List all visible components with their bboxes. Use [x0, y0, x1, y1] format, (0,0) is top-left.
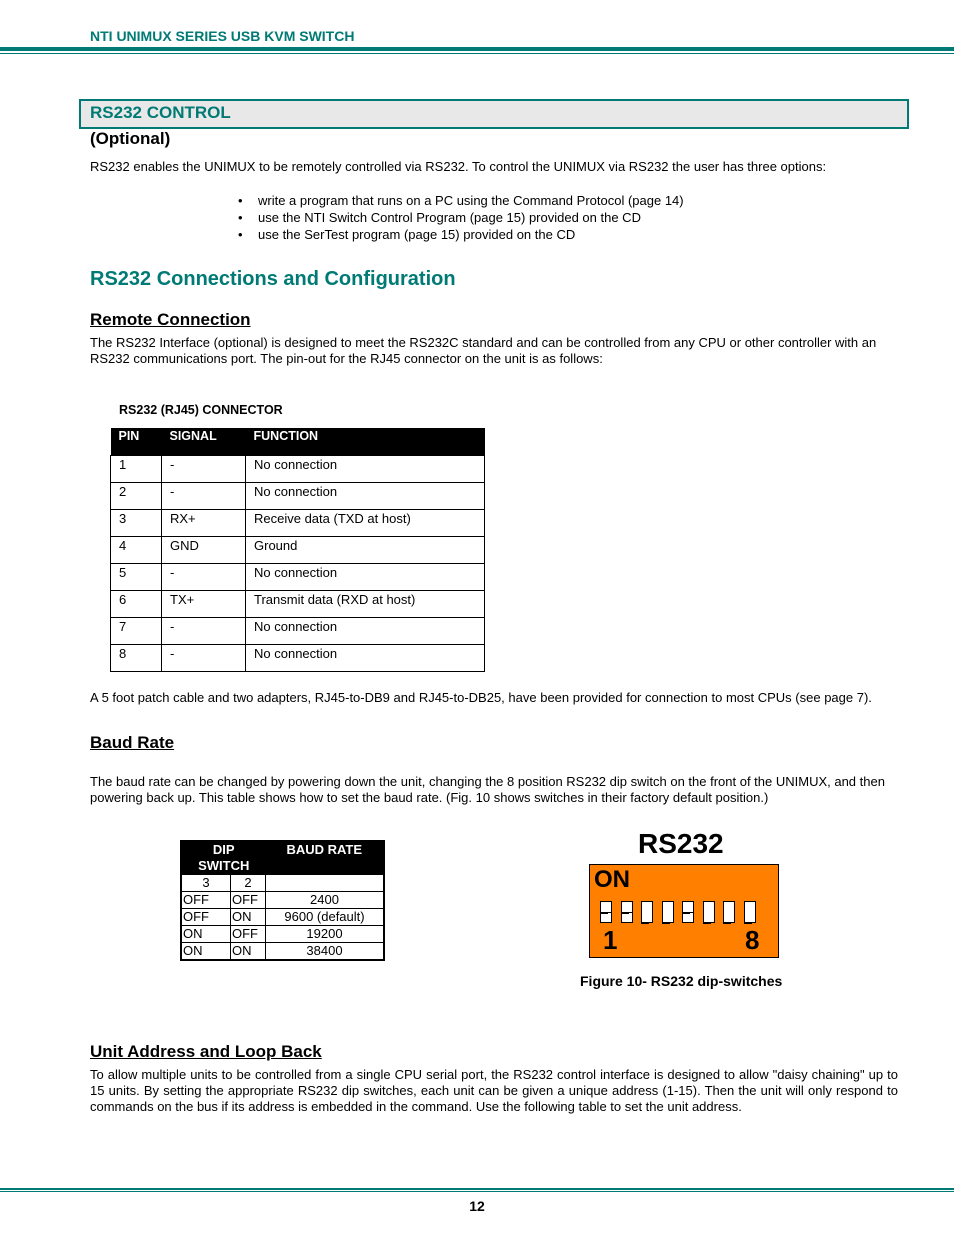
table-row [111, 510, 485, 537]
unit-address-paragraph: To allow multiple units to be controlled from a single CPU serial port, the RS232 control interface is designed to allow "daisy chaining" up to 15 units. By setting the appropriate RS232 dip switches, each unit can be given a unique address (1-15). Then the unit will only respond to commands on the bus if its address is embedded in the command. Use the following table to set the unit address. [90, 1067, 898, 1114]
cell-function: No connection [246, 483, 485, 510]
cell-signal: - [162, 645, 246, 672]
unit-address-heading: Unit Address and Loop Back [90, 1042, 322, 1061]
remote-connection-paragraph: The RS232 Interface (optional) is designed to meet the RS232C standard and can be controlled from any CPU or other controller with an RS232 communications port. The pin-out for the RJ45 connector on the unit is as follows: [90, 335, 877, 366]
dip-switch-4 [662, 901, 674, 923]
page-number: 12 [469, 1198, 485, 1214]
cell-pin: 4 [111, 537, 162, 564]
cell-switch-2: OFF [231, 892, 266, 909]
section-subtitle: (Optional) [90, 129, 171, 148]
cell-function: Receive data (TXD at host) [246, 510, 485, 537]
dip-on-label: ON [594, 866, 630, 893]
list-item: • use the SerTest program (page 15) provided on the CD [238, 226, 684, 243]
table-row [181, 909, 384, 926]
cell-switch-3: ON [181, 943, 231, 961]
cell-signal: - [162, 483, 246, 510]
cell-signal: - [162, 564, 246, 591]
dip-switch-2 [621, 901, 633, 923]
dip-switch-knob [622, 902, 632, 913]
cell-pin: 5 [111, 564, 162, 591]
table-row [111, 618, 485, 645]
cell-pin: 8 [111, 645, 162, 672]
cell-pin: 3 [111, 510, 162, 537]
dip-switch-label: RS232 [638, 828, 724, 859]
column-header-pin: PIN [111, 428, 162, 456]
header-rule [0, 47, 954, 51]
baud-rate-heading: Baud Rate [90, 733, 175, 752]
cell-switch-2: ON [231, 909, 266, 926]
column-header-signal: SIGNAL [162, 428, 246, 456]
pinout-table [110, 428, 485, 672]
cell-baud-rate: 38400 [266, 943, 385, 961]
cell-function: No connection [246, 618, 485, 645]
cell-empty [266, 875, 385, 892]
options-list [238, 192, 684, 243]
dip-switch-knob [601, 902, 611, 913]
table-row [111, 456, 485, 483]
figure-caption: Figure 10- RS232 dip-switches [580, 973, 783, 989]
dip-switch-1 [600, 901, 612, 923]
column-header-function: FUNCTION [246, 428, 485, 456]
cell-switch-2: 2 [231, 875, 266, 892]
cell-pin: 2 [111, 483, 162, 510]
dip-first-label: 1 [603, 925, 618, 955]
dip-switch-knob [683, 902, 693, 913]
dip-switch-3 [641, 901, 653, 923]
cell-switch-3: OFF [181, 892, 231, 909]
column-header-baud-rate: BAUD RATE [266, 841, 385, 875]
cell-signal: GND [162, 537, 246, 564]
dip-switch-knob [704, 912, 714, 923]
cell-function: No connection [246, 456, 485, 483]
table-row [181, 926, 384, 943]
cell-baud-rate: 9600 (default) [266, 909, 385, 926]
cell-signal: RX+ [162, 510, 246, 537]
cell-switch-2: ON [231, 943, 266, 961]
running-header: NTI UNIMUX SERIES USB KVM SWITCH [90, 28, 355, 44]
header-rule-thin [0, 53, 954, 54]
cell-function: Ground [246, 537, 485, 564]
cell-function: Transmit data (RXD at host) [246, 591, 485, 618]
cell-function: No connection [246, 645, 485, 672]
cell-baud-rate: 19200 [266, 926, 385, 943]
dip-switch-knob [745, 912, 755, 923]
table-row [111, 483, 485, 510]
list-item: • use the NTI Switch Control Program (page 15) provided on the CD [238, 209, 684, 226]
cell-signal: - [162, 456, 246, 483]
cell-pin: 6 [111, 591, 162, 618]
baud-rate-paragraph: The baud rate can be changed by powering down the unit, changing the 8 position RS232 dip switch on the front of the UNIMUX, and then powering back up. This table shows how to set the baud rate. (Fig. 10 shows switches in their factory default position.) [90, 774, 885, 805]
cell-switch-2: OFF [231, 926, 266, 943]
footer-rule-thin [0, 1191, 954, 1192]
dip-switch-knob [724, 912, 734, 923]
cell-signal: TX+ [162, 591, 246, 618]
cell-switch-3: 3 [181, 875, 231, 892]
cell-pin: 7 [111, 618, 162, 645]
cable-paragraph: A 5 foot patch cable and two adapters, RJ45-to-DB9 and RJ45-to-DB25, have been provided for connection to most CPUs (see page 7). [90, 690, 872, 705]
table-row [181, 875, 384, 892]
cell-pin: 1 [111, 456, 162, 483]
dip-last-label: 8 [745, 925, 760, 955]
table-row [111, 564, 485, 591]
connector-table-title: RS232 (RJ45) CONNECTOR [119, 403, 283, 417]
dip-switch-6 [703, 901, 715, 923]
dip-switch-8 [744, 901, 756, 923]
dip-switch-knob [642, 912, 652, 923]
cell-switch-3: OFF [181, 909, 231, 926]
baud-rate-table [180, 840, 385, 961]
table-row [111, 537, 485, 564]
dip-switch-knob [663, 912, 673, 923]
cell-baud-rate: 2400 [266, 892, 385, 909]
cell-function: No connection [246, 564, 485, 591]
section-title: RS232 CONTROL [90, 103, 231, 122]
dip-switch-row [600, 901, 770, 925]
list-item: • write a program that runs on a PC using the Command Protocol (page 14) [238, 192, 684, 209]
cell-signal: - [162, 618, 246, 645]
footer-rule [0, 1188, 954, 1190]
cell-switch-3: ON [181, 926, 231, 943]
table-row [111, 591, 485, 618]
table-row [181, 943, 384, 961]
table-row [181, 892, 384, 909]
connections-heading: RS232 Connections and Configuration [90, 268, 456, 290]
dip-switch-7 [723, 901, 735, 923]
intro-paragraph: RS232 enables the UNIMUX to be remotely controlled via RS232. To control the UNIMUX via RS232 the user has three options: [90, 159, 827, 174]
table-row [111, 645, 485, 672]
column-header-dip-switch: DIP SWITCH [181, 841, 266, 875]
dip-switch-5 [682, 901, 694, 923]
remote-connection-heading: Remote Connection [90, 310, 251, 329]
